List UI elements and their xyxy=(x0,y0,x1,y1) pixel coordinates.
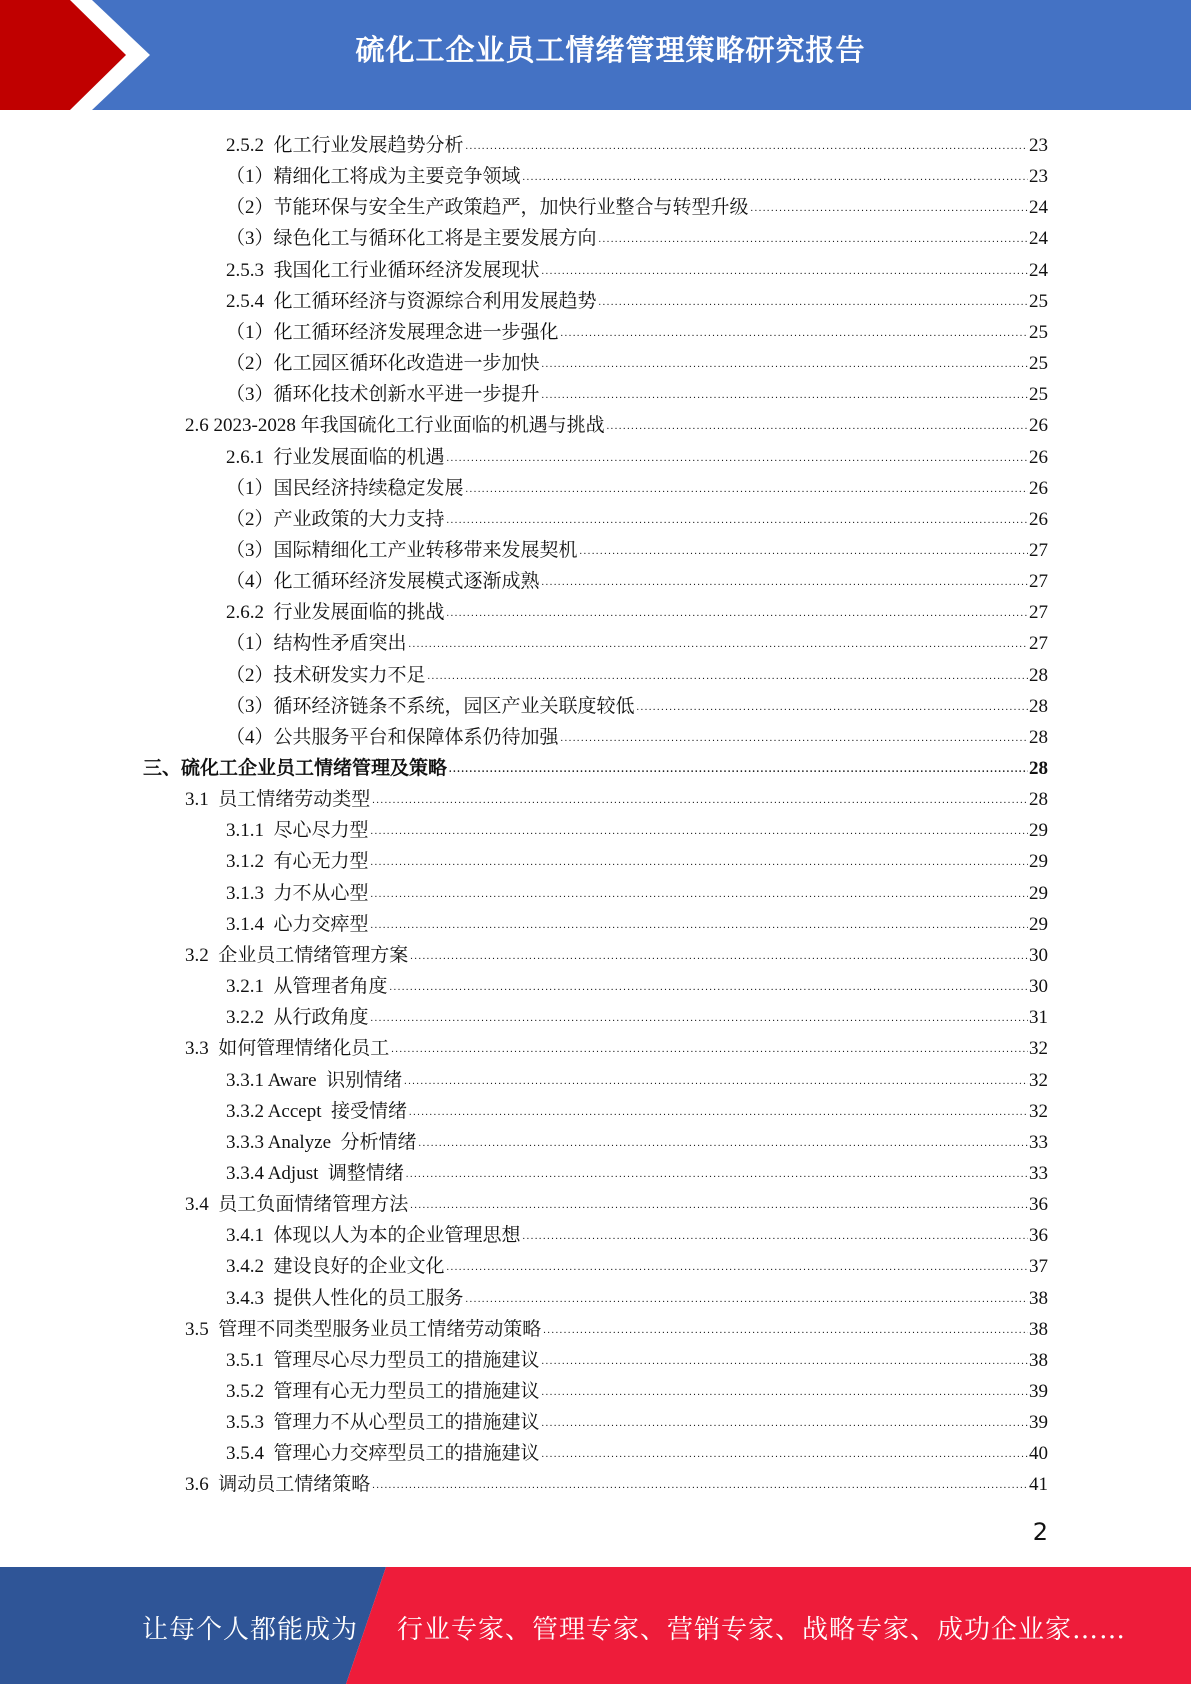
toc-entry-page: 28 xyxy=(1029,727,1048,748)
toc-entry-label: （2）化工园区循环化改造进一步加快 xyxy=(226,353,540,374)
toc-entry[interactable] xyxy=(226,594,1048,625)
toc-entry[interactable] xyxy=(226,688,1048,719)
toc-entry[interactable] xyxy=(226,812,1048,843)
toc-entry-page: 27 xyxy=(1029,633,1048,654)
toc-entry-label: 3.4.2 建设良好的企业文化 xyxy=(226,1256,445,1277)
toc-entry-page: 29 xyxy=(1029,851,1048,872)
toc-entry[interactable] xyxy=(226,1342,1048,1373)
toc-entry-page: 36 xyxy=(1029,1225,1048,1246)
toc-leader-dots xyxy=(466,485,1028,497)
toc-entry-label: 三、硫化工企业员工情绪管理及策略 xyxy=(143,758,448,779)
toc-entry-label: 3.5.3 管理力不从心型员工的措施建议 xyxy=(226,1412,540,1433)
toc-entry-label: （1）国民经济持续稳定发展 xyxy=(226,478,464,499)
toc-entry[interactable] xyxy=(226,968,1048,999)
toc-entry[interactable] xyxy=(226,439,1048,470)
toc-entry-label: 3.1.3 力不从心型 xyxy=(226,883,369,904)
toc-entry[interactable] xyxy=(226,283,1048,314)
toc-entry[interactable] xyxy=(226,252,1048,283)
toc-entry[interactable] xyxy=(226,875,1048,906)
footer-banner xyxy=(0,1567,1191,1684)
toc-leader-dots xyxy=(371,921,1028,933)
toc-entry-page: 31 xyxy=(1029,1007,1048,1028)
toc-entry-label: 3.1.4 心力交瘁型 xyxy=(226,914,369,935)
toc-entry-label: 3.3.1 Aware 识别情绪 xyxy=(226,1070,403,1091)
toc-leader-dots xyxy=(449,765,1028,777)
toc-entry-page: 36 xyxy=(1029,1194,1048,1215)
footer-slogan-left: 让每个人都能成为 xyxy=(142,1615,359,1645)
toc-entry-label: 3.2.2 从行政角度 xyxy=(226,1007,369,1028)
toc-entry-page: 23 xyxy=(1029,166,1048,187)
toc-entry[interactable] xyxy=(226,314,1048,345)
toc-leader-dots xyxy=(390,983,1028,995)
toc-entry-label: 3.5.1 管理尽心尽力型员工的措施建议 xyxy=(226,1350,540,1371)
toc-entry-page: 39 xyxy=(1029,1381,1048,1402)
toc-entry-page: 29 xyxy=(1029,883,1048,904)
toc-entry-page: 25 xyxy=(1029,291,1048,312)
toc-entry-page: 28 xyxy=(1029,758,1048,779)
toc-entry-page: 25 xyxy=(1029,353,1048,374)
toc-leader-dots xyxy=(561,734,1028,746)
toc-leader-dots xyxy=(542,391,1028,403)
toc-entry-page: 30 xyxy=(1029,945,1048,966)
page-number: 2 xyxy=(1032,1518,1048,1546)
toc-entry-page: 24 xyxy=(1029,197,1048,218)
toc-leader-dots xyxy=(607,422,1028,434)
toc-entry[interactable] xyxy=(185,407,1048,438)
toc-entry-label: （1）精细化工将成为主要竞争领域 xyxy=(226,166,521,187)
toc-entry[interactable] xyxy=(226,376,1048,407)
toc-entry-label: （3）国际精细化工产业转移带来发展契机 xyxy=(226,540,578,561)
toc-leader-dots xyxy=(466,1295,1028,1307)
toc-entry-label: 3.5.2 管理有心无力型员工的措施建议 xyxy=(226,1381,540,1402)
toc-entry[interactable] xyxy=(185,1030,1048,1061)
toc-entry-label: 2.5.3 我国化工行业循环经济发展现状 xyxy=(226,260,540,281)
toc-entry-label: 3.1.1 尽心尽力型 xyxy=(226,820,369,841)
toc-entry-label: 3.4.1 体现以人为本的企业管理思想 xyxy=(226,1225,521,1246)
toc-entry-page: 24 xyxy=(1029,260,1048,281)
toc-entry-label: 2.6.2 行业发展面临的挑战 xyxy=(226,602,445,623)
toc-entry[interactable] xyxy=(226,1062,1048,1093)
toc-entry-label: （2）节能环保与安全生产政策趋严，加快行业整合与转型升级 xyxy=(226,197,749,218)
toc-leader-dots xyxy=(372,1481,1028,1493)
toc-entry[interactable] xyxy=(226,1124,1048,1155)
toc-entry[interactable] xyxy=(226,189,1048,220)
toc-leader-dots xyxy=(406,1170,1028,1182)
toc-leader-dots xyxy=(637,703,1028,715)
toc-entry[interactable] xyxy=(226,625,1048,656)
toc-entry-page: 39 xyxy=(1029,1412,1048,1433)
toc-entry-page: 41 xyxy=(1029,1474,1048,1495)
toc-entry-label: （1）结构性矛盾突出 xyxy=(226,633,407,654)
toc-entry[interactable] xyxy=(226,906,1048,937)
toc-leader-dots xyxy=(466,142,1028,154)
toc-entry-page: 40 xyxy=(1029,1443,1048,1464)
toc-entry[interactable] xyxy=(226,1093,1048,1124)
toc-entry-page: 38 xyxy=(1029,1319,1048,1340)
toc-entry-label: （4）公共服务平台和保障体系仍待加强 xyxy=(226,727,559,748)
toc-leader-dots xyxy=(561,329,1028,341)
toc-entry-label: 3.3.3 Analyze 分析情绪 xyxy=(226,1132,417,1153)
toc-entry-label: 3.2.1 从管理者角度 xyxy=(226,976,388,997)
toc-leader-dots xyxy=(543,1326,1028,1338)
toc-entry[interactable] xyxy=(226,1248,1048,1279)
toc-entry[interactable] xyxy=(226,563,1048,594)
toc-leader-dots xyxy=(580,547,1028,559)
toc-entry-label: （2）技术研发实力不足 xyxy=(226,665,426,686)
toc-entry[interactable] xyxy=(226,1435,1048,1466)
toc-entry-label: 3.3.2 Accept 接受情绪 xyxy=(226,1101,408,1122)
toc-entry-page: 38 xyxy=(1029,1350,1048,1371)
toc-entry-label: 3.4.3 提供人性化的员工服务 xyxy=(226,1288,464,1309)
toc-entry-page: 29 xyxy=(1029,820,1048,841)
toc-leader-dots xyxy=(371,827,1028,839)
toc-entry-label: 3.5 管理不同类型服务业员工情绪劳动策略 xyxy=(185,1319,542,1340)
toc-entry[interactable] xyxy=(185,1186,1048,1217)
toc-entry-page: 27 xyxy=(1029,571,1048,592)
toc-entry[interactable] xyxy=(226,470,1048,501)
toc-entry-label: （3）循环化技术创新水平进一步提升 xyxy=(226,384,540,405)
toc-leader-dots xyxy=(447,454,1028,466)
toc-leader-dots xyxy=(428,672,1028,684)
toc-entry-page: 26 xyxy=(1029,509,1048,530)
toc-leader-dots xyxy=(542,360,1028,372)
toc-entry-page: 30 xyxy=(1029,976,1048,997)
toc-leader-dots xyxy=(542,1419,1028,1431)
toc-entry[interactable] xyxy=(226,657,1048,688)
toc-entry[interactable] xyxy=(226,1280,1048,1311)
toc-leader-dots xyxy=(542,1357,1028,1369)
toc-leader-dots xyxy=(542,578,1028,590)
toc-entry-label: 3.1.2 有心无力型 xyxy=(226,851,369,872)
toc-entry-label: （4）化工循环经济发展模式逐渐成熟 xyxy=(226,571,540,592)
toc-entry-page: 25 xyxy=(1029,384,1048,405)
toc-leader-dots xyxy=(372,796,1028,808)
toc-entry-page: 26 xyxy=(1029,415,1048,436)
toc-entry-label: 3.4 员工负面情绪管理方法 xyxy=(185,1194,409,1215)
toc-entry-label: 2.5.2 化工行业发展趋势分析 xyxy=(226,135,464,156)
toc-entry-label: 3.3.4 Adjust 调整情绪 xyxy=(226,1163,404,1184)
toc-entry-page: 27 xyxy=(1029,602,1048,623)
toc-leader-dots xyxy=(447,609,1028,621)
toc-entry-label: （1）化工循环经济发展理念进一步强化 xyxy=(226,322,559,343)
toc-entry-page: 23 xyxy=(1029,135,1048,156)
toc-entry[interactable] xyxy=(226,501,1048,532)
toc-entry-page: 33 xyxy=(1029,1132,1048,1153)
toc-entry-label: 3.6 调动员工情绪策略 xyxy=(185,1474,371,1495)
toc-entry-page: 28 xyxy=(1029,789,1048,810)
toc-leader-dots xyxy=(391,1045,1028,1057)
toc-leader-dots xyxy=(447,516,1028,528)
toc-leader-dots xyxy=(409,640,1028,652)
toc-entry-page: 32 xyxy=(1029,1101,1048,1122)
toc-entry[interactable] xyxy=(226,127,1048,158)
toc-entry-page: 28 xyxy=(1029,665,1048,686)
toc-leader-dots xyxy=(542,267,1028,279)
toc-entry-label: 3.5.4 管理心力交瘁型员工的措施建议 xyxy=(226,1443,540,1464)
toc-leader-dots xyxy=(542,1450,1028,1462)
toc-entry[interactable] xyxy=(185,937,1048,968)
toc-entry[interactable] xyxy=(226,1217,1048,1248)
toc-entry[interactable] xyxy=(185,781,1048,812)
toc-entry-label: 3.2 企业员工情绪管理方案 xyxy=(185,945,409,966)
toc-entry-label: 2.6 2023-2028 年我国硫化工行业面临的机遇与挑战 xyxy=(185,415,605,436)
toc-entry-label: （3）绿色化工与循环化工将是主要发展方向 xyxy=(226,228,597,249)
toc-entry[interactable] xyxy=(226,345,1048,376)
toc-entry-label: （3）循环经济链条不系统，园区产业关联度较低 xyxy=(226,696,635,717)
toc-entry-page: 33 xyxy=(1029,1163,1048,1184)
toc-leader-dots xyxy=(410,952,1028,964)
toc-leader-dots xyxy=(404,1077,1028,1089)
toc-leader-dots xyxy=(599,298,1028,310)
toc-entry-page: 26 xyxy=(1029,447,1048,468)
document-title: 硫化工企业员工情绪管理策略研究报告 xyxy=(355,33,866,67)
toc-entry-label: 3.1 员工情绪劳动类型 xyxy=(185,789,371,810)
footer-slogan-right: 行业专家、管理专家、营销专家、战略专家、成功企业家…… xyxy=(397,1615,1127,1645)
toc-entry[interactable] xyxy=(226,158,1048,189)
toc-leader-dots xyxy=(447,1263,1028,1275)
toc-leader-dots xyxy=(523,173,1028,185)
header-band xyxy=(0,0,1191,110)
toc-leader-dots xyxy=(371,890,1028,902)
toc-entry[interactable] xyxy=(185,1466,1048,1497)
toc-entry[interactable] xyxy=(226,1373,1048,1404)
toc-entry[interactable] xyxy=(226,1155,1048,1186)
toc-entry[interactable] xyxy=(143,750,1048,781)
toc-leader-dots xyxy=(371,1014,1028,1026)
toc-entry[interactable] xyxy=(226,1404,1048,1435)
toc-entry-page: 24 xyxy=(1029,228,1048,249)
toc-leader-dots xyxy=(542,1388,1028,1400)
toc-entry-page: 32 xyxy=(1029,1070,1048,1091)
toc-entry-page: 29 xyxy=(1029,914,1048,935)
toc-entry-page: 32 xyxy=(1029,1038,1048,1059)
toc-entry-page: 37 xyxy=(1029,1256,1048,1277)
toc-entry[interactable] xyxy=(226,532,1048,563)
toc-entry[interactable] xyxy=(226,719,1048,750)
toc-entry-page: 27 xyxy=(1029,540,1048,561)
toc-entry-page: 26 xyxy=(1029,478,1048,499)
toc-entry-page: 38 xyxy=(1029,1288,1048,1309)
toc-entry[interactable] xyxy=(226,843,1048,874)
toc-leader-dots xyxy=(371,858,1028,870)
toc-leader-dots xyxy=(523,1232,1028,1244)
toc-entry-label: 2.6.1 行业发展面临的机遇 xyxy=(226,447,445,468)
toc-entry[interactable] xyxy=(226,999,1048,1030)
toc-entry-label: （2）产业政策的大力支持 xyxy=(226,509,445,530)
toc-leader-dots xyxy=(751,204,1028,216)
toc-entry-page: 28 xyxy=(1029,696,1048,717)
toc-leader-dots xyxy=(410,1201,1028,1213)
toc-entry-label: 2.5.4 化工循环经济与资源综合利用发展趋势 xyxy=(226,291,597,312)
toc-leader-dots xyxy=(409,1108,1028,1120)
toc-leader-dots xyxy=(419,1139,1028,1151)
toc-entry-page: 25 xyxy=(1029,322,1048,343)
toc-entry[interactable] xyxy=(226,220,1048,251)
toc-entry[interactable] xyxy=(185,1311,1048,1342)
toc-leader-dots xyxy=(599,235,1028,247)
toc-entry-label: 3.3 如何管理情绪化员工 xyxy=(185,1038,390,1059)
